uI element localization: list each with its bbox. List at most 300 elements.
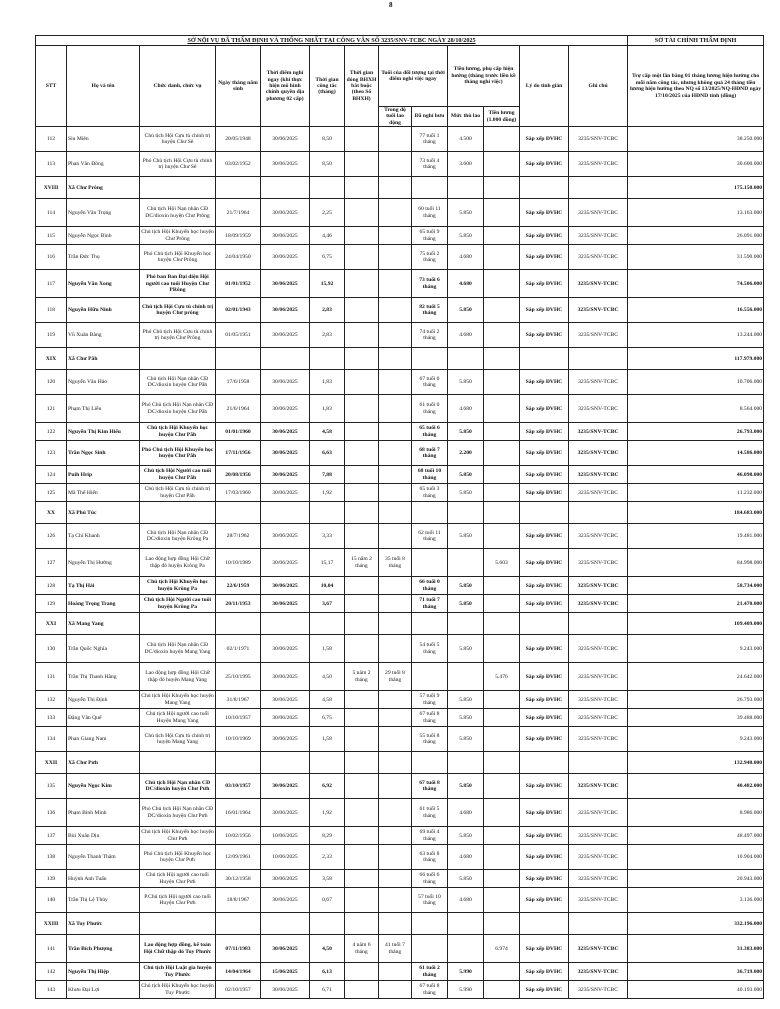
row-age-retired: 60 tuổi 11 tháng: [412, 199, 448, 227]
row-retire-date: 10/06/2025: [261, 827, 310, 845]
header-salary-group: Tiền lương, phụ cấp hiện hưởng (tháng trước liền kề tháng nghỉ việc): [448, 46, 520, 107]
row-position: Phó Chủ tịch Hội Cựu tù chính trị huyện Chư Prông: [140, 323, 216, 348]
empty-cell: [412, 177, 448, 199]
row-stt: 132: [36, 691, 67, 709]
row-bhxh: [345, 152, 379, 177]
row-salary-wage: [484, 691, 520, 709]
row-bhxh: [345, 127, 379, 152]
row-age-working: [379, 774, 412, 799]
row-retire-date: 30/06/2025: [261, 774, 310, 799]
row-work-months: 15,92: [310, 270, 345, 298]
row-salary-fee: 5.850: [448, 709, 484, 727]
empty-cell: [261, 502, 310, 524]
row-position: Chủ tịch Hội Người cao tuổi huyện Krông Pa: [140, 595, 216, 613]
row-dob: 30/12/1958: [216, 870, 261, 888]
row-allowance: 74.506.000: [628, 270, 764, 298]
row-reason: Sắp xếp ĐVHC: [520, 227, 569, 245]
row-salary-wage: [484, 466, 520, 484]
row-retire-date: 30/06/2025: [261, 549, 310, 577]
row-name: Nguyễn Thị Định: [67, 691, 140, 709]
row-stt: 134: [36, 727, 67, 752]
row-age-retired: 68 tuổi 7 tháng: [412, 441, 448, 466]
row-age-retired: 67 tuổi 8 tháng: [412, 981, 448, 999]
empty-cell: [412, 613, 448, 635]
group-name: Xã Phú Túc: [67, 502, 140, 524]
row-name: Nguyễn Thanh Thâm: [67, 845, 140, 870]
row-salary-fee: 4.680: [448, 245, 484, 270]
empty-cell: [448, 752, 484, 774]
group-total: 175.150.000: [628, 177, 764, 199]
group-row: [36, 348, 764, 370]
row-allowance: 20.943.000: [628, 870, 764, 888]
row-allowance: 58.734.000: [628, 577, 764, 595]
table-row: [36, 981, 764, 999]
group-total: 184.683.000: [628, 502, 764, 524]
row-salary-fee: 4.680: [448, 888, 484, 913]
empty-cell: [520, 502, 569, 524]
row-note: 3235/SNV-TCBC: [569, 549, 628, 577]
row-bhxh: [345, 799, 379, 827]
row-retire-date: 30/06/2025: [261, 888, 310, 913]
row-stt: 124: [36, 466, 67, 484]
group-number: XIX: [36, 348, 67, 370]
row-work-months: 15,17: [310, 549, 345, 577]
row-reason: Sắp xếp ĐVHC: [520, 691, 569, 709]
row-retire-date: 30/06/2025: [261, 127, 310, 152]
row-allowance: 13.163.000: [628, 199, 764, 227]
row-reason: Sắp xếp ĐVHC: [520, 524, 569, 549]
header-age-working: Trong độ tuổi lao động: [379, 107, 412, 127]
row-allowance: 48.497.000: [628, 827, 764, 845]
row-salary-wage: [484, 799, 520, 827]
row-age-working: [379, 577, 412, 595]
row-retire-date: 30/06/2025: [261, 577, 310, 595]
row-bhxh: [345, 691, 379, 709]
row-allowance: 38.250.000: [628, 127, 764, 152]
table-row: [36, 466, 764, 484]
row-reason: Sắp xếp ĐVHC: [520, 577, 569, 595]
row-reason: Sắp xếp ĐVHC: [520, 441, 569, 466]
empty-cell: [569, 752, 628, 774]
row-salary-wage: [484, 298, 520, 323]
row-allowance: 26.793.000: [628, 423, 764, 441]
row-salary-fee: 5.850: [448, 423, 484, 441]
table-row: [36, 323, 764, 348]
row-work-months: 1,83: [310, 370, 345, 395]
row-work-months: 6,13: [310, 963, 345, 981]
table-row: [36, 199, 764, 227]
empty-cell: [412, 348, 448, 370]
row-work-months: 8,29: [310, 827, 345, 845]
row-position: Chủ tịch Hội Cựu tù chính trị huyện Chư prông: [140, 298, 216, 323]
row-allowance: 14.586.000: [628, 441, 764, 466]
table-row: [36, 691, 764, 709]
table-row: [36, 298, 764, 323]
row-salary-fee: 5.850: [448, 199, 484, 227]
row-age-retired: 57 tuổi 10 tháng: [412, 888, 448, 913]
row-bhxh: [345, 709, 379, 727]
row-name: Nguyễn Văn Xong: [67, 270, 140, 298]
row-age-working: [379, 691, 412, 709]
row-allowance: 13.244.000: [628, 323, 764, 348]
empty-cell: [484, 502, 520, 524]
row-note: 3235/SNV-TCBC: [569, 595, 628, 613]
row-note: 3235/SNV-TCBC: [569, 423, 628, 441]
row-salary-wage: [484, 577, 520, 595]
row-bhxh: [345, 199, 379, 227]
row-stt: 131: [36, 663, 67, 691]
row-allowance: 8.986.000: [628, 799, 764, 827]
empty-cell: [345, 502, 379, 524]
row-age-retired: [412, 935, 448, 963]
row-dob: 24/04/1950: [216, 245, 261, 270]
row-age-retired: 61 tuổi 2 tháng: [412, 963, 448, 981]
row-retire-date: 30/06/2025: [261, 441, 310, 466]
row-allowance: 24.642.000: [628, 663, 764, 691]
banner-right: SỞ TÀI CHÍNH THẨM ĐỊNH: [628, 36, 764, 46]
row-salary-fee: 5.850: [448, 774, 484, 799]
row-work-months: 3,58: [310, 870, 345, 888]
row-salary-wage: [484, 827, 520, 845]
row-salary-wage: [484, 152, 520, 177]
row-position: Phó Chủ tịch Hội Khuyến học huyện Chư Păh: [140, 441, 216, 466]
row-salary-fee: 5.850: [448, 466, 484, 484]
row-salary-fee: 4.500: [448, 127, 484, 152]
row-work-months: 0,67: [310, 888, 345, 913]
table-row: [36, 870, 764, 888]
header-name: Họ và tên: [67, 46, 140, 127]
empty-cell: [484, 348, 520, 370]
empty-cell: [484, 613, 520, 635]
group-total: 332.196.000: [628, 913, 764, 935]
group-name: Xã Chư Prông: [67, 177, 140, 199]
row-dob: 16/01/1964: [216, 799, 261, 827]
row-retire-date: 15/06/2025: [261, 963, 310, 981]
row-stt: 129: [36, 595, 67, 613]
row-age-retired: 61 tuổi 0 tháng: [412, 395, 448, 423]
row-salary-fee: 5.850: [448, 691, 484, 709]
empty-cell: [379, 177, 412, 199]
row-retire-date: 30/06/2025: [261, 323, 310, 348]
row-salary-fee: 5.850: [448, 484, 484, 502]
row-note: 3235/SNV-TCBC: [569, 466, 628, 484]
empty-cell: [216, 177, 261, 199]
row-note: 3235/SNV-TCBC: [569, 845, 628, 870]
empty-cell: [379, 752, 412, 774]
row-position: Chủ tịch Hội Khuyến học huyện Chư Pưh: [140, 827, 216, 845]
row-note: 3235/SNV-TCBC: [569, 395, 628, 423]
row-salary-wage: [484, 727, 520, 752]
empty-cell: [569, 177, 628, 199]
empty-cell: [520, 752, 569, 774]
row-age-working: [379, 799, 412, 827]
empty-cell: [569, 913, 628, 935]
row-name: Đặng Văn Quế: [67, 709, 140, 727]
row-retire-date: 30/06/2025: [261, 663, 310, 691]
row-salary-wage: 5.603: [484, 549, 520, 577]
row-note: 3235/SNV-TCBC: [569, 709, 628, 727]
row-reason: Sắp xếp ĐVHC: [520, 323, 569, 348]
row-dob: 03/02/1952: [216, 152, 261, 177]
row-work-months: 4,46: [310, 227, 345, 245]
row-salary-fee: 5.850: [448, 227, 484, 245]
row-bhxh: 5 năm 2 tháng: [345, 663, 379, 691]
row-position: Chủ tịch Hội Nạn nhân CĐ DC/dioxin huyện Mang Yang: [140, 635, 216, 663]
empty-cell: [310, 502, 345, 524]
row-dob: 20/11/1953: [216, 595, 261, 613]
row-age-retired: 66 tuổi 6 tháng: [412, 870, 448, 888]
row-position: Chủ tịch Hội Khuyến học huyện Tuy Phước: [140, 981, 216, 999]
row-allowance: 3.136.000: [628, 888, 764, 913]
row-position: Chủ tịch Hội Cựu tù chính trị huyện Chư Sê: [140, 127, 216, 152]
row-age-retired: 65 tuổi 3 tháng: [412, 484, 448, 502]
empty-cell: [310, 913, 345, 935]
row-reason: Sắp xếp ĐVHC: [520, 466, 569, 484]
row-retire-date: 30/06/2025: [261, 199, 310, 227]
row-stt: 112: [36, 127, 67, 152]
table-row: [36, 270, 764, 298]
row-salary-wage: [484, 484, 520, 502]
empty-cell: [140, 348, 216, 370]
row-dob: 14/04/1964: [216, 963, 261, 981]
table-row: [36, 727, 764, 752]
row-retire-date: 30/06/2025: [261, 423, 310, 441]
table-row: [36, 663, 764, 691]
row-work-months: 1,58: [310, 635, 345, 663]
row-salary-fee: 5.850: [448, 298, 484, 323]
row-note: 3235/SNV-TCBC: [569, 323, 628, 348]
header-position: Chức danh, chức vụ: [140, 46, 216, 127]
table-row: [36, 799, 764, 827]
table-body: [36, 127, 764, 999]
row-age-retired: 55 tuổi 8 tháng: [412, 727, 448, 752]
row-stt: 122: [36, 423, 67, 441]
row-name: Puih Hrip: [67, 466, 140, 484]
row-name: Phạm Bình Minh: [67, 799, 140, 827]
row-work-months: 2,83: [310, 298, 345, 323]
row-age-working: [379, 484, 412, 502]
row-name: Trần Quốc Nghĩa: [67, 635, 140, 663]
row-stt: 116: [36, 245, 67, 270]
row-allowance: 30.600.000: [628, 152, 764, 177]
row-dob: 25/10/1995: [216, 663, 261, 691]
row-salary-wage: 6.974: [484, 935, 520, 963]
row-position: Phó Chủ tịch Hội Cựu tù chính trị huyện Chư Sê: [140, 152, 216, 177]
row-age-working: [379, 888, 412, 913]
empty-cell: [261, 348, 310, 370]
empty-cell: [569, 502, 628, 524]
group-row: [36, 913, 764, 935]
row-note: 3235/SNV-TCBC: [569, 370, 628, 395]
empty-cell: [379, 613, 412, 635]
row-retire-date: 30/06/2025: [261, 870, 310, 888]
row-reason: Sắp xếp ĐVHC: [520, 395, 569, 423]
row-retire-date: 30/06/2025: [261, 245, 310, 270]
header-bhxh: Thời gian đóng BHXH bắt buộc (theo Sổ BHXH): [345, 46, 379, 127]
row-salary-wage: [484, 524, 520, 549]
row-note: 3235/SNV-TCBC: [569, 227, 628, 245]
row-allowance: 16.556.000: [628, 298, 764, 323]
row-work-months: 4,50: [310, 663, 345, 691]
row-stt: 126: [36, 524, 67, 549]
row-salary-wage: [484, 635, 520, 663]
row-note: 3235/SNV-TCBC: [569, 691, 628, 709]
empty-cell: [448, 502, 484, 524]
row-bhxh: [345, 727, 379, 752]
row-retire-date: 30/06/2025: [261, 227, 310, 245]
row-reason: Sắp xếp ĐVHC: [520, 549, 569, 577]
row-dob: 01/01/1952: [216, 270, 261, 298]
empty-cell: [310, 752, 345, 774]
row-note: 3235/SNV-TCBC: [569, 774, 628, 799]
table-row: [36, 423, 764, 441]
row-stt: 119: [36, 323, 67, 348]
empty-cell: [216, 913, 261, 935]
table-row: [36, 395, 764, 423]
row-work-months: 6,71: [310, 981, 345, 999]
row-reason: Sắp xếp ĐVHC: [520, 635, 569, 663]
row-salary-wage: [484, 395, 520, 423]
table-row: [36, 774, 764, 799]
group-number: XXI: [36, 613, 67, 635]
row-age-working: [379, 845, 412, 870]
row-age-working: [379, 199, 412, 227]
row-stt: 125: [36, 484, 67, 502]
header-retire-time: Thời điểm nghỉ ngay (khi thực hiện mô hình chính quyền địa phương 02 cấp): [261, 46, 310, 127]
group-total: 117.979.000: [628, 348, 764, 370]
row-dob: 12/09/1961: [216, 845, 261, 870]
row-salary-fee: 4.680: [448, 799, 484, 827]
row-salary-fee: 5.850: [448, 595, 484, 613]
group-name: Xã Tuy Phước: [67, 913, 140, 935]
row-bhxh: [345, 245, 379, 270]
row-reason: Sắp xếp ĐVHC: [520, 709, 569, 727]
row-salary-fee: 5.990: [448, 963, 484, 981]
row-retire-date: 30/06/2025: [261, 727, 310, 752]
row-dob: 22/6/1959: [216, 577, 261, 595]
row-work-months: 2,33: [310, 845, 345, 870]
row-retire-date: 30/06/2025: [261, 152, 310, 177]
row-note: 3235/SNV-TCBC: [569, 663, 628, 691]
row-bhxh: [345, 888, 379, 913]
empty-cell: [520, 913, 569, 935]
table-row: [36, 935, 764, 963]
row-reason: Sắp xếp ĐVHC: [520, 199, 569, 227]
row-retire-date: 30/06/2025: [261, 298, 310, 323]
row-note: 3235/SNV-TCBC: [569, 635, 628, 663]
row-name: Tạ Chí Khanh: [67, 524, 140, 549]
row-stt: 143: [36, 981, 67, 999]
row-age-retired: 67 tuổi 8 tháng: [412, 709, 448, 727]
row-position: Chủ tịch Hội Nạn nhân CĐ DC/dioxin huyện Chư Prông: [140, 199, 216, 227]
row-dob: 10/10/1989: [216, 549, 261, 577]
table-row: [36, 484, 764, 502]
row-age-working: [379, 423, 412, 441]
row-age-retired: 67 tuổi 8 tháng: [412, 774, 448, 799]
row-name: Khưu Đại Lợi: [67, 981, 140, 999]
row-age-working: [379, 227, 412, 245]
table-row: [36, 227, 764, 245]
row-allowance: 40.193.000: [628, 981, 764, 999]
table-row: [36, 595, 764, 613]
row-position: Phó Chủ tịch Hội Khuyến học huyện Chư Pưh: [140, 845, 216, 870]
row-salary-fee: 2.200: [448, 441, 484, 466]
row-salary-wage: 5.476: [484, 663, 520, 691]
row-retire-date: 30/06/2025: [261, 270, 310, 298]
group-row: [36, 502, 764, 524]
retirement-allowance-table: [35, 35, 764, 999]
row-age-retired: 75 tuổi 2 tháng: [412, 245, 448, 270]
row-bhxh: [345, 441, 379, 466]
row-dob: 03/10/1957: [216, 774, 261, 799]
row-salary-fee: 4.680: [448, 845, 484, 870]
row-note: 3235/SNV-TCBC: [569, 577, 628, 595]
row-salary-wage: [484, 370, 520, 395]
row-age-working: [379, 709, 412, 727]
row-allowance: 36.719.000: [628, 963, 764, 981]
row-dob: 02/01/1943: [216, 298, 261, 323]
row-stt: 130: [36, 635, 67, 663]
row-note: 3235/SNV-TCBC: [569, 963, 628, 981]
row-salary-wage: [484, 981, 520, 999]
row-salary-fee: 4.680: [448, 395, 484, 423]
row-dob: 17/11/1956: [216, 441, 261, 466]
row-name: Huỳnh Anh Tuấn: [67, 870, 140, 888]
row-position: Chủ tịch Hội Khuyến học huyện Mang Yang: [140, 691, 216, 709]
row-salary-wage: [484, 323, 520, 348]
empty-cell: [310, 613, 345, 635]
group-row: [36, 177, 764, 199]
row-note: 3235/SNV-TCBC: [569, 270, 628, 298]
row-name: Nguyễn Văn Hảo: [67, 370, 140, 395]
row-salary-fee: 5.850: [448, 524, 484, 549]
row-salary-fee: 5.850: [448, 870, 484, 888]
row-age-retired: 71 tuổi 7 tháng: [412, 595, 448, 613]
row-note: 3235/SNV-TCBC: [569, 199, 628, 227]
row-name: Nguyễn Ngọc Kim: [67, 774, 140, 799]
row-reason: Sắp xếp ĐVHC: [520, 963, 569, 981]
row-retire-date: 30/06/2025: [261, 595, 310, 613]
row-salary-fee: 5.850: [448, 577, 484, 595]
table-row: [36, 441, 764, 466]
row-retire-date: 30/06/2025: [261, 691, 310, 709]
table-row: [36, 152, 764, 177]
empty-cell: [345, 752, 379, 774]
row-reason: Sắp xếp ĐVHC: [520, 270, 569, 298]
row-retire-date: 30/06/2025: [261, 484, 310, 502]
empty-cell: [140, 913, 216, 935]
row-stt: 137: [36, 827, 67, 845]
row-age-retired: 54 tuổi 5 tháng: [412, 635, 448, 663]
row-age-working: 35 tuổi 8 tháng: [379, 549, 412, 577]
row-age-retired: [412, 549, 448, 577]
row-stt: 141: [36, 935, 67, 963]
row-allowance: 39.488.000: [628, 709, 764, 727]
row-bhxh: [345, 595, 379, 613]
header-reason: Lý do tinh giản: [520, 46, 569, 127]
row-name: Phạm Thị Liễu: [67, 395, 140, 423]
row-dob: 01/05/1951: [216, 323, 261, 348]
row-work-months: 8,50: [310, 127, 345, 152]
row-allowance: 31.590.000: [628, 245, 764, 270]
row-retire-date: 30/06/2025: [261, 935, 310, 963]
row-bhxh: [345, 963, 379, 981]
row-reason: Sắp xếp ĐVHC: [520, 827, 569, 845]
row-work-months: 6,75: [310, 709, 345, 727]
empty-cell: [379, 913, 412, 935]
row-note: 3235/SNV-TCBC: [569, 799, 628, 827]
group-number: XX: [36, 502, 67, 524]
